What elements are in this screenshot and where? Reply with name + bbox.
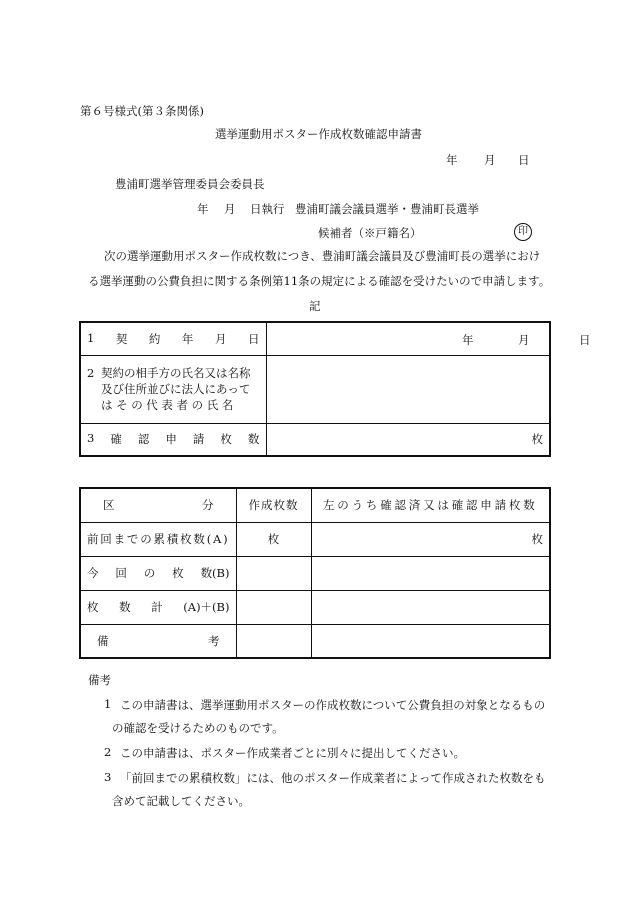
contract-date-row bbox=[80, 322, 550, 355]
note-2-line-1: この申請書は、ポスター作成業者ごとに別々に提出してください。 bbox=[120, 746, 465, 760]
body-text-line-2: る選挙運動の公費負担に関する条例第11条の規定による確認を受けたいので申請します。 bbox=[88, 274, 551, 288]
total-count-label: 枚 数 計 (A)＋(B) bbox=[80, 590, 236, 624]
notes-heading: 備考 bbox=[88, 673, 111, 687]
current-count-row bbox=[80, 556, 550, 590]
total-count-row bbox=[80, 590, 550, 624]
produced-header: 作成枚数 bbox=[236, 488, 311, 522]
remarks-confirmed-field[interactable] bbox=[311, 624, 550, 658]
total-produced-field[interactable] bbox=[236, 590, 311, 624]
previous-produced-field[interactable]: 枚 bbox=[236, 522, 311, 556]
note-2-number: 2 bbox=[104, 745, 112, 759]
remarks-label: 備 考 bbox=[80, 624, 236, 658]
current-confirmed-field[interactable] bbox=[311, 556, 550, 590]
contract-date-field[interactable]: 年 月 日 bbox=[266, 322, 550, 355]
current-count-label: 今 回 の 枚 数(B) bbox=[80, 556, 236, 590]
note-1-line-2: の確認を受けるためのものです。 bbox=[112, 721, 284, 735]
date-day: 日 bbox=[518, 153, 530, 167]
remarks-row bbox=[80, 624, 550, 658]
contractor-field[interactable] bbox=[266, 355, 550, 423]
application-table bbox=[79, 321, 591, 457]
election-names: 豊浦町議会議員選挙・豊浦町長選挙 bbox=[295, 202, 479, 216]
category-header: 区 分 bbox=[80, 488, 236, 522]
seal-icon: 印 bbox=[514, 223, 532, 241]
contractor-label: 2 契約の相手方の氏名又は名称 及び住所並びに法人にあって はその代表者の氏名 bbox=[80, 355, 266, 423]
ki-label: 記 bbox=[309, 299, 321, 313]
confirm-count-field[interactable]: 枚 bbox=[266, 423, 550, 456]
date-month: 月 bbox=[484, 153, 496, 167]
total-confirmed-field[interactable] bbox=[311, 590, 550, 624]
body-text-line-1: 次の選挙運動用ポスター作成枚数につき、豊浦町議会議員及び豊浦町長の選挙におけ bbox=[104, 249, 541, 263]
note-1-number: 1 bbox=[104, 697, 112, 711]
confirm-count-label: 3 確 認 申 請 枚 数 bbox=[80, 423, 266, 456]
previous-total-row bbox=[80, 522, 550, 556]
previous-total-label: 前回までの累積枚数(A) bbox=[80, 522, 236, 556]
count-table bbox=[79, 487, 551, 659]
count-table-header bbox=[80, 488, 550, 522]
note-1-line-1: この申請書は、選挙運動用ポスターの作成枚数について公費負担の対象となるもの bbox=[120, 698, 546, 712]
election-month: 月 bbox=[224, 202, 236, 216]
contract-date-label: 1 契 約 年 月 日 bbox=[80, 322, 266, 355]
election-year: 年 bbox=[197, 202, 209, 216]
election-day-exec: 日執行 bbox=[250, 202, 285, 216]
note-3-line-1: 「前回までの累積枚数」には、他のポスター作成業者によって作成された枚数をも bbox=[120, 771, 546, 785]
date-year: 年 bbox=[446, 153, 458, 167]
candidate-label: 候補者（※戸籍名） bbox=[318, 226, 422, 240]
form-number: 第６号様式(第３条関係) bbox=[80, 104, 204, 118]
remarks-produced-field[interactable] bbox=[236, 624, 311, 658]
note-3-line-2: 含めて記載してください。 bbox=[112, 794, 250, 808]
confirmed-header: 左のうち確認済又は確認申請枚数 bbox=[311, 488, 550, 522]
previous-confirmed-field[interactable]: 枚 bbox=[311, 522, 550, 556]
confirm-count-row bbox=[80, 423, 550, 456]
addressee: 豊浦町選挙管理委員会委員長 bbox=[115, 177, 265, 191]
current-produced-field[interactable] bbox=[236, 556, 311, 590]
form-title: 選挙運動用ポスター作成枚数確認申請書 bbox=[215, 127, 422, 141]
contractor-row bbox=[80, 355, 550, 423]
note-3-number: 3 bbox=[104, 770, 112, 784]
